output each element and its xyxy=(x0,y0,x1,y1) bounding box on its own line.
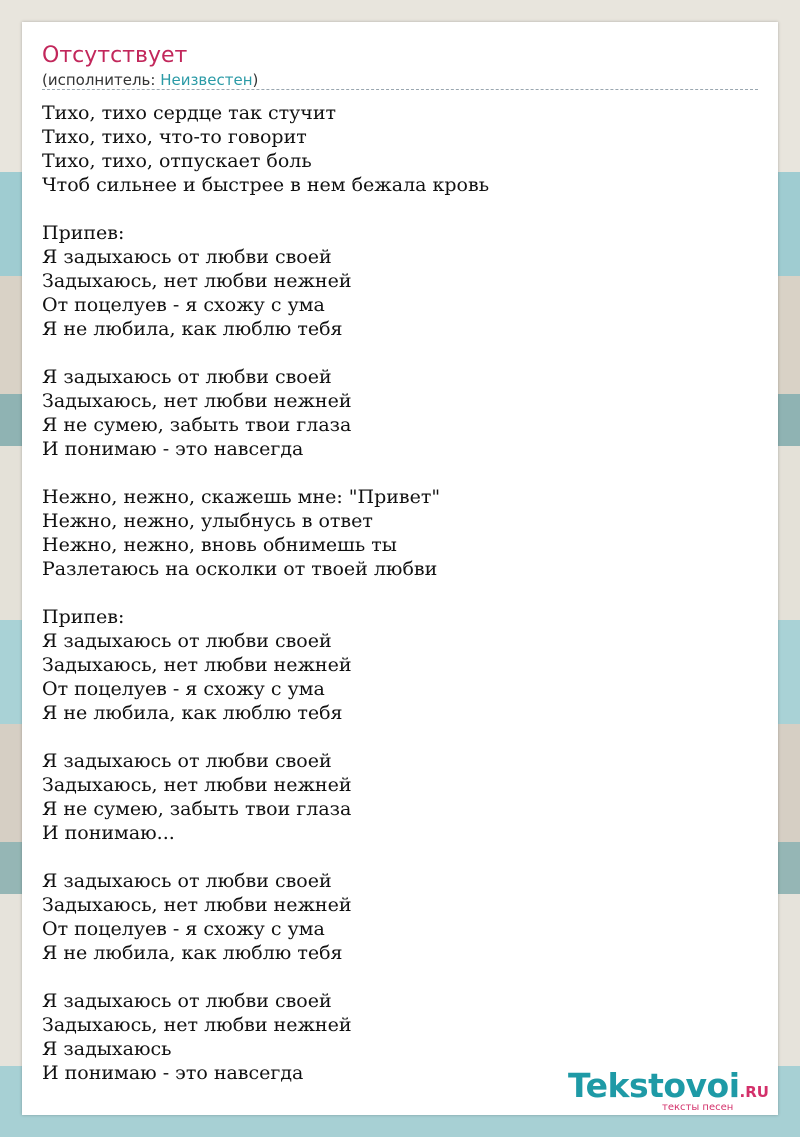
divider xyxy=(42,89,758,90)
lyric-line: Я не сумею, забыть твои глаза xyxy=(42,798,352,820)
lyric-line: Я задыхаюсь от любви своей xyxy=(42,870,332,892)
lyric-line: Я задыхаюсь от любви своей xyxy=(42,630,332,652)
logo-tagline: тексты песен xyxy=(662,1102,734,1113)
lyric-line: Тихо, тихо, отпускает боль xyxy=(42,150,312,172)
lyric-line: И понимаю... xyxy=(42,822,175,844)
lyric-line: Чтоб сильнее и быстрее в нем бежала кровь xyxy=(42,174,490,196)
lyric-line: Задыхаюсь, нет любви нежней xyxy=(42,390,352,412)
lyrics-sheet xyxy=(22,22,778,1115)
lyric-line: Задыхаюсь, нет любви нежней xyxy=(42,1014,352,1036)
lyric-line: Тихо, тихо сердце так стучит xyxy=(42,102,337,124)
lyric-line: Я не любила, как люблю тебя xyxy=(42,702,343,724)
lyric-line: Нежно, нежно, скажешь мне: "Привет" xyxy=(42,486,441,508)
lyric-line: Я не любила, как люблю тебя xyxy=(42,942,343,964)
lyric-line: Задыхаюсь, нет любви нежней xyxy=(42,270,352,292)
artist-prefix: (исполнитель: xyxy=(42,71,161,89)
lyric-line: И понимаю - это навсегда xyxy=(42,1062,304,1084)
lyric-line: От поцелуев - я схожу с ума xyxy=(42,678,325,700)
song-title: Отсутствует xyxy=(42,43,188,68)
stanza-break xyxy=(42,341,489,365)
stanza-break xyxy=(42,461,489,485)
stanza-break xyxy=(42,965,489,989)
lyrics-text xyxy=(42,101,489,1085)
artist-link[interactable]: Неизвестен xyxy=(160,71,253,89)
logo-name: Tekstovoi xyxy=(568,1066,740,1105)
lyric-line: Разлетаюсь на осколки от твоей любви xyxy=(42,558,438,580)
lyric-line: От поцелуев - я схожу с ума xyxy=(42,918,325,940)
lyric-line: Я не любила, как люблю тебя xyxy=(42,318,343,340)
lyric-line: Задыхаюсь, нет любви нежней xyxy=(42,894,352,916)
stanza-break xyxy=(42,581,489,605)
site-logo[interactable] xyxy=(568,1068,778,1114)
lyric-line: Я задыхаюсь от любви своей xyxy=(42,990,332,1012)
lyric-line: Тихо, тихо, что-то говорит xyxy=(42,126,307,148)
stanza-break xyxy=(42,845,489,869)
lyric-line: Я задыхаюсь от любви своей xyxy=(42,366,332,388)
lyric-line: Задыхаюсь, нет любви нежней xyxy=(42,774,352,796)
lyric-line: Задыхаюсь, нет любви нежней xyxy=(42,654,352,676)
lyric-line: Я задыхаюсь xyxy=(42,1038,172,1060)
artist-line xyxy=(42,70,258,90)
lyric-line: Припев: xyxy=(42,606,125,628)
lyric-line: Я задыхаюсь от любви своей xyxy=(42,750,332,772)
lyric-line: От поцелуев - я схожу с ума xyxy=(42,294,325,316)
lyric-line: Я задыхаюсь от любви своей xyxy=(42,246,332,268)
lyric-line: Нежно, нежно, вновь обнимешь ты xyxy=(42,534,397,556)
logo-tld: .RU xyxy=(739,1083,769,1101)
lyric-line: Нежно, нежно, улыбнусь в ответ xyxy=(42,510,373,532)
lyric-line: Я не сумею, забыть твои глаза xyxy=(42,414,352,436)
artist-suffix: ) xyxy=(252,71,259,89)
lyric-line: Припев: xyxy=(42,222,125,244)
stanza-break xyxy=(42,197,489,221)
stanza-break xyxy=(42,725,489,749)
lyric-line: И понимаю - это навсегда xyxy=(42,438,304,460)
